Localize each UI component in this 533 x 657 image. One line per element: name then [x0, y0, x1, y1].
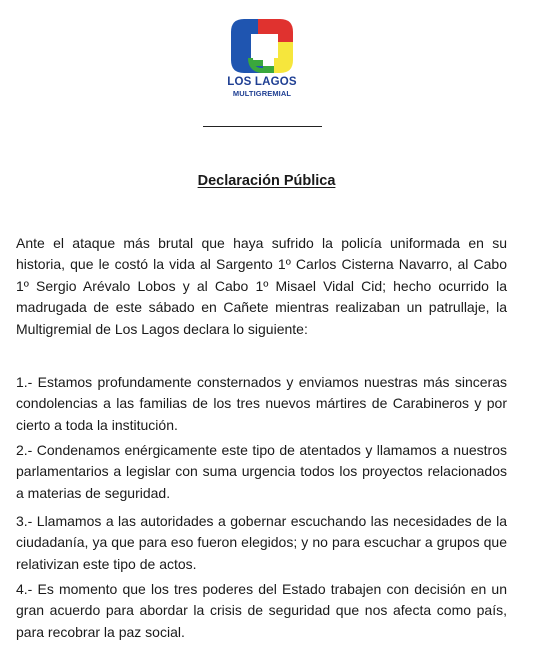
- page-title: Declaración Pública: [197, 173, 336, 189]
- intro-paragraph: Ante el ataque más brutal que haya sufrido la policía uniformada en su historia, que le costó la vida al Sargento 1º Carlos Cisterna Navarro, al Cabo 1º Sergio Arévalo Lobos y al Cabo 1º Misael Vidal Cid; hecho ocurrido la madrugada de este sábado en Cañete mientras realizaban un patrullaje, la Multigremial de Los Lagos declara lo siguiente:: [16, 235, 507, 337]
- point-2: 2.- Condenamos enérgicamente este tipo de atentados y llamamos a nuestros parlamentarios a legislar con suma urgencia todos los proyectos relacionados a materias de seguridad.: [16, 442, 507, 501]
- header-divider: [203, 126, 322, 127]
- logo-wordmark: [222, 77, 302, 97]
- point-1: 1.- Estamos profundamente consternados y enviamos nuestras más sinceras condolencias a las familias de los tres nuevos mártires de Carabineros y por cierto a toda la institución.: [16, 374, 507, 433]
- point-3: 3.- Llamamos a las autoridades a gobernar escuchando las necesidades de la ciudadanía, ya que para eso fueron elegidos; y no para escuchar a grupos que relativizan este tipo de actos.: [16, 513, 507, 572]
- logo-line-multigremial: MULTIGREMIAL: [232, 88, 292, 98]
- point-4: 4.- Es momento que los tres poderes del Estado trabajen con decisión en un gran acuerdo para abordar la crisis de seguridad que nos afecta como país, para recobrar la paz social.: [16, 581, 507, 640]
- multigremial-logo-icon: [230, 16, 294, 76]
- logo-line-los-lagos: LOS LAGOS: [227, 76, 297, 88]
